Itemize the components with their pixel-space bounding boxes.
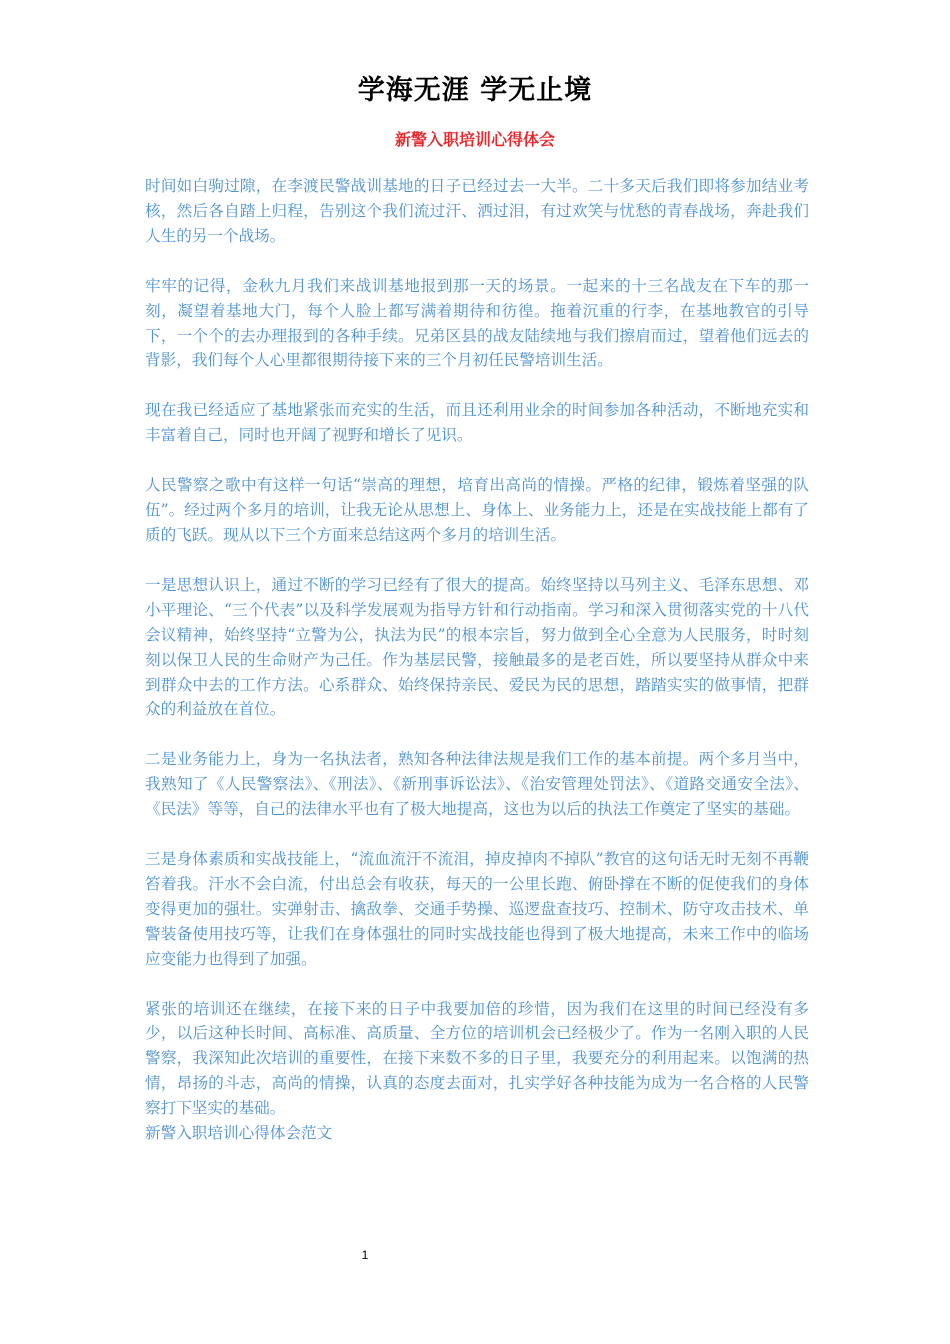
paragraph-6: 二是业务能力上，身为一名执法者，熟知各种法律法规是我们工作的基本前提。两个多月当中，我熟知了《人民警察法》、《刑法》、《新刑事诉讼法》、《治安管理处罚法》、《道路交通安全法》、《民法》等等，自己的法律水平也有了极大地提高，这也为以后的执法工作奠定了坚实的基础。 [145,750,809,819]
body-text [145,174,809,1146]
footer-line: 新警入职培训心得体会范文 [145,1124,333,1143]
page-subtitle: 新警入职培训心得体会 [394,130,555,149]
paragraph-1: 时间如白驹过隙，在李渡民警战训基地的日子已经过去一大半。二十多天后我们即将参加结业考核，然后各自踏上归程，告别这个我们流过汗、洒过泪，有过欢笑与忧愁的青春战场，奔赴我们人生的另一个战场。 [145,177,809,245]
paragraph-2: 牢牢的记得，金秋九月我们来战训基地报到那一天的场景。一起来的十三名战友在下车的那一刻，凝望着基地大门，每个人脸上都写满着期待和彷徨。拖着沉重的行李，在基地教官的引导下，一个个的去办理报到的各种手续。兄弟区县的战友陆续地与我们擦肩而过，望着他们远去的背影，我们每个人心里都很期待接下来的三个月初任民警培训生活。 [145,276,809,370]
paragraph-7: 三是身体素质和实战技能上，“流血流汗不流泪，掉皮掉肉不掉队”教官的这句话无时无刻不再鞭笞着我。汗水不会白流，付出总会有收获，每天的一公里长跑、俯卧撑在不断的促使我们的身体变得更加的强壮。实弹射击、擒敌拳、交通手势操、巡逻盘查技巧、控制术、防守攻击技术、单警装备使用技巧等，让我们在身体强壮的同时实战技能也得到了极大地提高，未来工作中的临场应变能力也得到了加强。 [145,850,809,968]
page-number: 1 [361,1248,369,1262]
paragraph-5: 一是思想认识上，通过不断的学习已经有了很大的提高。始终坚持以马列主义、毛泽东思想、邓小平理论、“三个代表”以及科学发展观为指导方针和行动指南。学习和深入贯彻落实党的十八代会议精神，始终坚持“立警为公，执法为民”的根本宗旨，努力做到全心全意为人民服务，时时刻刻以保卫人民的生命财产为己任。作为基层民警，接触最多的是老百姓，所以要坚持从群众中来到群众中去的工作方法。心系群众、始终保持亲民、爱民为民的思想，踏踏实实的做事情，把群众的利益放在首位。 [145,575,809,719]
paragraph-3: 现在我已经适应了基地紧张而充实的生活，而且还利用业余的时间参加各种活动，不断地充实和丰富着自己，同时也开阔了视野和增长了见识。 [145,401,809,445]
paragraph-8: 紧张的培训还在继续，在接下来的日子中我要加倍的珍惜，因为我们在这里的时间已经没有多少，以后这种长时间、高标准、高质量、全方位的培训机会已经极少了。作为一名刚入职的人民警察，我深知此次培训的重要性，在接下来数不多的日子里，我要充分的利用起来。以饱满的热情，昂扬的斗志，高尚的情操，认真的态度去面对，扎实学好各种技能为成为一名合格的人民警察打下坚实的基础。 [145,999,809,1118]
paragraph-4: 人民警察之歌中有这样一句话“崇高的理想，培育出高尚的情操。严格的纪律，锻炼着坚强的队伍”。经过两个多月的培训，让我无论从思想上、身体上、业务能力上，还是在实战技能上都有了质的飞跃。现从以下三个方面来总结这两个多月的培训生活。 [145,476,809,544]
page-title: 学海无涯 学无止境 [357,75,593,106]
